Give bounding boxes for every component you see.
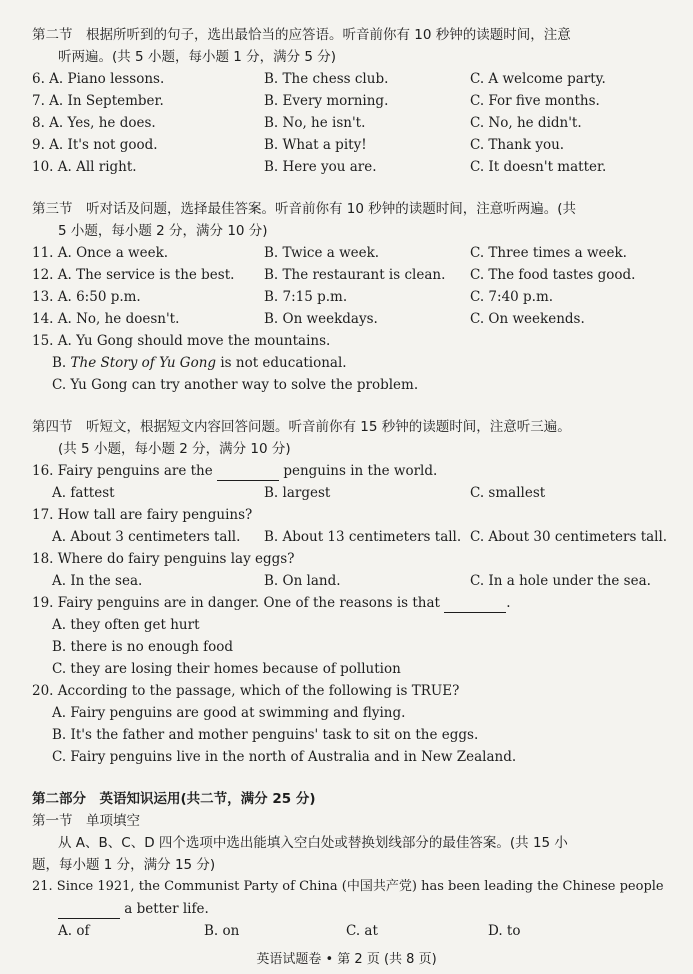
q19-stem-post: . (506, 595, 511, 611)
q14-option-c: C. On weekends. (470, 311, 585, 327)
q17-option-b: B. About 13 centimeters tall. (264, 529, 462, 545)
q10-option-b: B. Here you are. (264, 159, 377, 175)
q7-option-a: 7. A. In September. (32, 93, 164, 109)
q20-stem: 20. According to the passage, which of the following is TRUE? (32, 683, 460, 699)
q21-stem-line1: 21. Since 1921, the Communist Party of China (中国共产党) has been leading the Chinese people (32, 879, 664, 894)
q19-option-c: C. they are losing their homes because of pollution (52, 661, 401, 677)
q20-option-c: C. Fairy penguins live in the north of Australia and in New Zealand. (52, 749, 517, 765)
q11-option-c: C. Three times a week. (470, 245, 627, 261)
q16-option-c: C. smallest (470, 485, 546, 501)
q9-option-c: C. Thank you. (470, 137, 565, 153)
q16-option-a: A. fattest (52, 485, 115, 501)
q10-option-a: 10. A. All right. (32, 159, 137, 175)
q21-stem-line2-post: a better life. (120, 901, 209, 917)
q6-option-b: B. The chess club. (264, 71, 389, 87)
q8-option-c: C. No, he didn't. (470, 115, 582, 131)
q19-stem-pre: 19. Fairy penguins are in danger. One of the reasons is that (32, 595, 445, 611)
q18-option-b: B. On land. (264, 573, 341, 589)
q20-option-b: B. It's the father and mother penguins' task to sit on the eggs. (52, 727, 479, 743)
q18-option-a: A. In the sea. (52, 573, 143, 589)
q16-stem-post: penguins in the world. (279, 463, 438, 479)
q19-option-a: A. they often get hurt (52, 617, 200, 633)
q6-option-a: 6. A. Piano lessons. (32, 71, 165, 87)
section4-header-line2: (共 5 小题，每小题 2 分，满分 10 分) (58, 441, 291, 457)
q14-option-b: B. On weekdays. (264, 311, 378, 327)
q13-option-c: C. 7:40 p.m. (470, 289, 554, 305)
q11-option-a: 11. A. Once a week. (32, 245, 169, 261)
q19-blank (444, 594, 506, 613)
section2-header-line2: 听两遍。(共 5 小题，每小题 1 分，满分 5 分) (58, 49, 337, 65)
q13-option-a: 13. A. 6:50 p.m. (32, 289, 141, 305)
q21-option-d: D. to (488, 923, 521, 939)
q8-option-a: 8. A. Yes, he does. (32, 115, 156, 131)
q15-option-b-prefix: B. (52, 355, 71, 371)
q16-stem (32, 462, 437, 481)
q16-option-b: B. largest (264, 485, 331, 501)
q6-option-c: C. A welcome party. (470, 71, 606, 87)
q21-option-a: A. of (58, 923, 90, 939)
part2-subtitle: 第一节 单项填空 (32, 813, 140, 829)
q12-option-a: 12. A. The service is the best. (32, 267, 235, 283)
q21-option-b: B. on (204, 923, 240, 939)
section4-header-line1: 第四节 听短文，根据短文内容回答问题。听音前你有 15 秒钟的读题时间，注意听三遍。 (32, 419, 571, 435)
section3-header-line1: 第三节 听对话及问题，选择最佳答案。听音前你有 10 秒钟的读题时间，注意听两遍。(共 (32, 201, 577, 217)
q15-option-b-suffix: is not educational. (216, 355, 347, 371)
q18-stem: 18. Where do fairy penguins lay eggs? (32, 551, 295, 567)
section2-header-line1: 第二节 根据所听到的句子，选出最恰当的应答语。听音前你有 10 秒钟的读题时间，注意 (32, 27, 571, 43)
q8-option-b: B. No, he isn't. (264, 115, 366, 131)
q16-stem-pre: 16. Fairy penguins are the (32, 463, 218, 479)
q17-stem: 17. How tall are fairy penguins? (32, 507, 253, 523)
q13-option-b: B. 7:15 p.m. (264, 289, 348, 305)
part2-instruction-line1: 从 A、B、C、D 四个选项中选出能填入空白处或替换划线部分的最佳答案。(共 15 小 (58, 835, 568, 851)
q15-option-b (52, 354, 347, 372)
q21-option-c: C. at (346, 923, 378, 939)
q9-option-a: 9. A. It's not good. (32, 137, 158, 153)
part2-title: 第二部分 英语知识运用(共二节，满分 25 分) (32, 791, 316, 807)
q17-option-c: C. About 30 centimeters tall. (470, 529, 668, 545)
q11-option-b: B. Twice a week. (264, 245, 380, 261)
q7-option-b: B. Every morning. (264, 93, 389, 109)
section3-header-line2: 5 小题，每小题 2 分，满分 10 分) (58, 223, 268, 239)
q20-option-a: A. Fairy penguins are good at swimming and flying. (52, 705, 406, 721)
q19-stem (32, 594, 511, 613)
q21-blank (58, 900, 120, 919)
q12-option-c: C. The food tastes good. (470, 267, 636, 283)
q15-option-b-title: The Story of Yu Gong (70, 355, 217, 371)
q16-blank (217, 462, 279, 481)
q21-stem-line2 (58, 900, 209, 919)
q14-option-a: 14. A. No, he doesn't. (32, 311, 180, 327)
q15-option-a: 15. A. Yu Gong should move the mountains. (32, 333, 331, 349)
q12-option-b: B. The restaurant is clean. (264, 267, 446, 283)
q17-option-a: A. About 3 centimeters tall. (52, 529, 241, 545)
q19-option-b: B. there is no enough food (52, 639, 234, 655)
q15-option-c: C. Yu Gong can try another way to solve the problem. (52, 377, 419, 393)
part2-instruction-line2: 题，每小题 1 分，满分 15 分) (32, 857, 216, 873)
q18-option-c: C. In a hole under the sea. (470, 573, 651, 589)
q10-option-c: C. It doesn't matter. (470, 159, 607, 175)
page-footer: 英语试题卷 • 第 2 页 (共 8 页) (256, 952, 437, 967)
q9-option-b: B. What a pity! (264, 137, 367, 153)
q7-option-c: C. For five months. (470, 93, 600, 109)
